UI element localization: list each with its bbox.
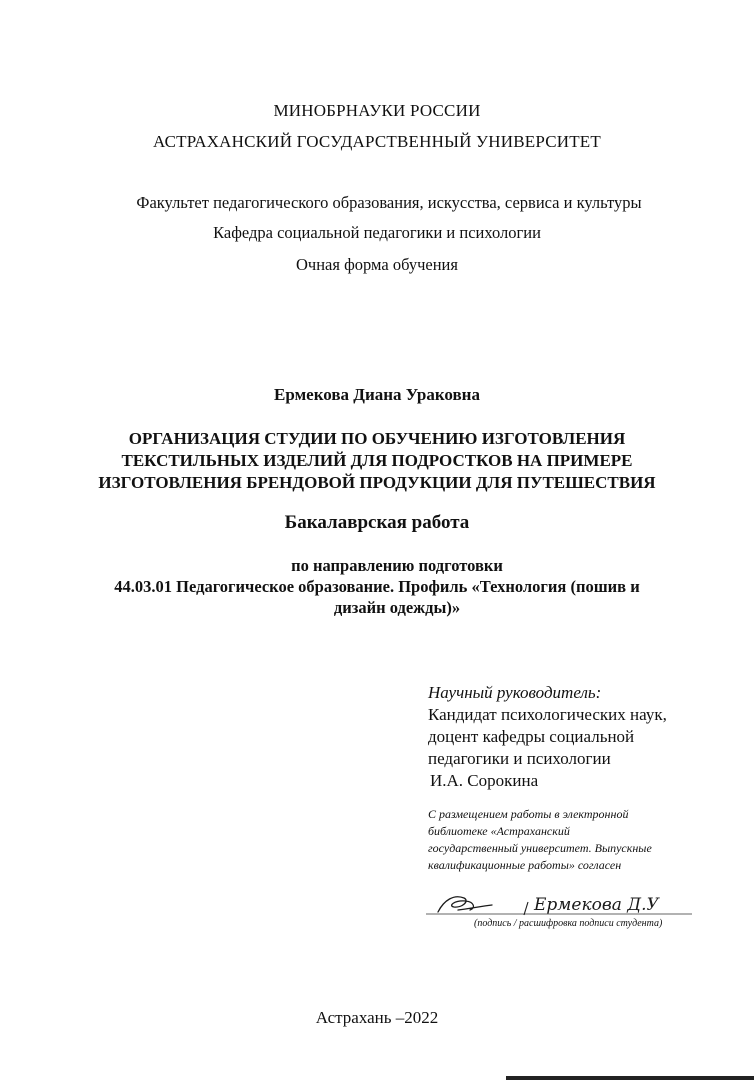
- university-name: АСТРАХАНСКИЙ ГОСУДАРСТВЕННЫЙ УНИВЕРСИТЕТ: [153, 132, 601, 151]
- consent-line: библиотеке «Астраханский: [428, 824, 570, 838]
- thesis-title-line: ИЗГОТОВЛЕНИЯ БРЕНДОВОЙ ПРОДУКЦИИ ДЛЯ ПУТЕШЕСТВИЯ: [98, 473, 656, 492]
- direction-line: 44.03.01 Педагогическое образование. Профиль «Технология (пошив и: [114, 577, 640, 596]
- thesis-title-line: ОРГАНИЗАЦИЯ СТУДИИ ПО ОБУЧЕНИЮ ИЗГОТОВЛЕНИЯ: [128, 429, 626, 448]
- faculty-name: Факультет педагогического образования, искусства, сервиса и культуры: [136, 193, 642, 212]
- consent-line: квалификационные работы» согласен: [428, 858, 622, 872]
- supervisor-title-line: Кандидат психологических наук,: [428, 705, 667, 724]
- thesis-title-line: ТЕКСТИЛЬНЫХ ИЗДЕЛИЙ ДЛЯ ПОДРОСТКОВ НА ПРИМЕРЕ: [121, 451, 633, 470]
- department-name: Кафедра социальной педагогики и психологии: [213, 223, 541, 242]
- author-name: Ермекова Диана Ураковна: [274, 385, 480, 404]
- supervisor-name: И.А. Сорокина: [430, 771, 539, 790]
- scan-edge-mark: [506, 1076, 754, 1080]
- consent-statement: [428, 806, 652, 874]
- thesis-title: [0, 428, 754, 494]
- handwritten-signature: [424, 890, 694, 920]
- handwritten-name-text: Ермекова Д.У: [534, 895, 659, 915]
- consent-line: С размещением работы в электронной: [428, 807, 629, 821]
- study-form: Очная форма обучения: [296, 255, 458, 274]
- student-signature-area: [424, 890, 694, 938]
- work-type: Бакалаврская работа: [284, 512, 470, 533]
- consent-line: государственный университет. Выпускные: [428, 841, 652, 855]
- study-direction: [0, 555, 754, 618]
- supervisor-heading: Научный руководитель:: [428, 683, 602, 702]
- ministry-name: МИНОБРНАУКИ РОССИИ: [273, 101, 481, 120]
- supervisor-block: [428, 682, 667, 792]
- supervisor-title-line: педагогики и психологии: [428, 749, 611, 768]
- supervisor-title-line: доцент кафедры социальной: [428, 727, 635, 746]
- city-year: Астрахань –2022: [315, 1008, 439, 1027]
- direction-line: по направлению подготовки: [291, 556, 503, 575]
- signature-caption: (подпись / расшифровка подписи студента): [474, 918, 663, 929]
- direction-line: дизайн одежды)»: [333, 598, 461, 617]
